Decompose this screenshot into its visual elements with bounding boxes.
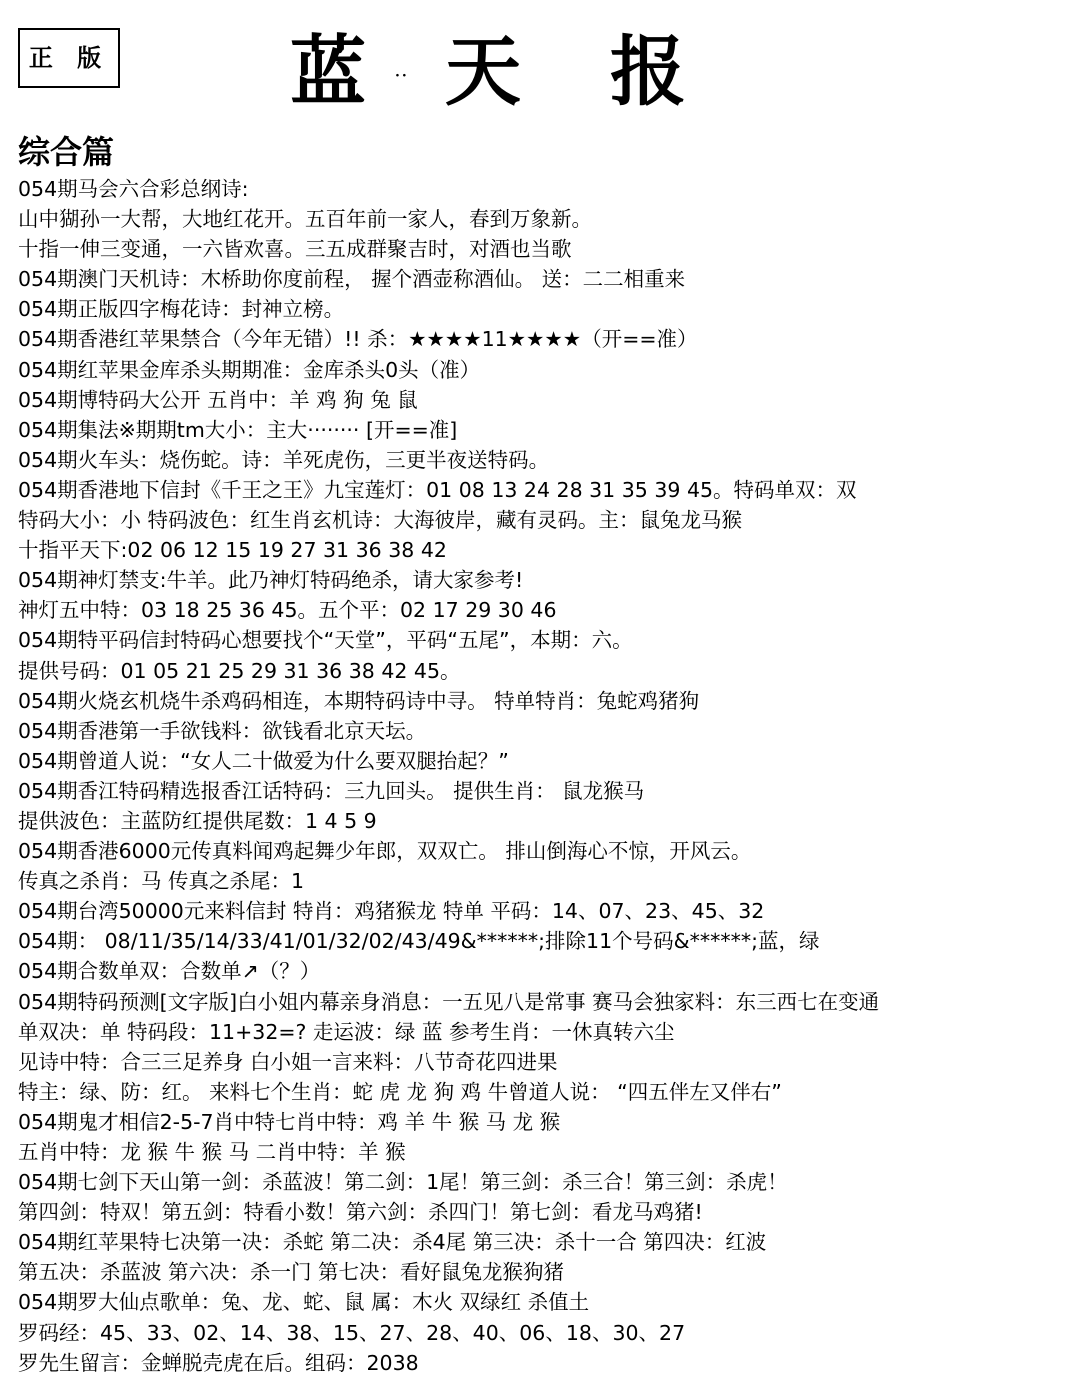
text-line: 单双决：单 特码段：11+32=? 走运波：绿 蓝 参考生肖：一休真转六尘 xyxy=(18,1019,675,1044)
text-line: 054期香港地下信封《千王之王》九宝莲灯：01 08 13 24 28 31 35 39 45。特码单双：双 xyxy=(18,477,857,502)
text-line: 054期香港第一手欲钱料：欲钱看北京天坛。 xyxy=(18,718,427,743)
text-line: 山中猢孙一大帮，大地红花开。五百年前一家人，春到万象新。 xyxy=(18,207,592,232)
genuine-edition-badge: 正 版 xyxy=(18,28,120,88)
text-line: 十指平天下:02 06 12 15 19 27 31 36 38 42 xyxy=(18,538,447,563)
text-line: 054期香港红苹果禁合（今年无错）!! 杀：★★★★11★★★★（开==准） xyxy=(18,327,698,352)
text-line: 提供波色：主蓝防红提供尾数：1 4 5 9 xyxy=(18,808,377,833)
text-line: 054期博特码大公开 五肖中：羊 鸡 狗 兔 鼠 xyxy=(18,387,418,412)
text-line: 特码大小：小 特码波色：红生肖玄机诗：大海彼岸，藏有灵码。主：鼠兔龙马猴 xyxy=(18,508,743,533)
text-line: 传真之杀肖：马 传真之杀尾：1 xyxy=(18,869,305,894)
text-line: 罗先生留言：金蝉脱壳虎在后。组码：2038 xyxy=(18,1350,419,1375)
text-line: 054期曾道人说：“女人二十做爱为什么要双腿抬起？” xyxy=(18,748,509,773)
text-line: 054期马会六合彩总纲诗: xyxy=(18,177,249,201)
text-line: 054期红苹果金库杀头期期准：金库杀头0头（准） xyxy=(18,357,481,382)
text-line: 罗码经：45、33、02、14、38、15、27、28、40、06、18、30、27 xyxy=(18,1320,686,1345)
masthead-dots: ·· xyxy=(395,68,409,84)
text-line: 054期台湾50000元来料信封 特肖：鸡猪猴龙 特单 平码：14、07、23、45、32 xyxy=(18,899,765,924)
text-line: 第四剑：特双！第五剑：特看小数！第六剑：杀四门！第七剑：看龙马鸡猪! xyxy=(18,1200,703,1225)
section-title: 综合篇 xyxy=(18,133,115,171)
text-line: 054期澳门天机诗：木桥助你度前程， 握个酒壶称酒仙。 送：二二相重来 xyxy=(18,267,686,292)
article-lines xyxy=(18,174,1068,1378)
text-line: 054期香江特码精选报香江话特码：三九回头。 提供生肖： 鼠龙猴马 xyxy=(18,778,645,803)
text-line: 054期火车头：烧伤蛇。诗：羊死虎伤，三更半夜送特码。 xyxy=(18,447,550,472)
text-line: 五肖中特：龙 猴 牛 猴 马 二肖中特：羊 猴 xyxy=(18,1140,406,1164)
masthead-char-2: 天 xyxy=(445,27,521,116)
text-line: 十指一伸三变通，一六皆欢喜。三五成群聚吉时，对酒也当歌 xyxy=(18,237,572,262)
text-line: 054期罗大仙点歌单：兔、龙、蛇、鼠 属：木火 双绿红 杀值土 xyxy=(18,1290,590,1315)
text-line: 神灯五中特：03 18 25 36 45。五个平：02 17 29 30 46 xyxy=(18,598,557,623)
text-line: 054期七剑下天山第一剑：杀蓝波！第二剑：1尾！第三剑：杀三合！第三剑：杀虎！ xyxy=(18,1170,788,1195)
text-line: 054期香港6000元传真料闻鸡起舞少年郎，双双亡。 排山倒海心不惊，开风云。 xyxy=(18,839,752,864)
text-line: 054期正版四字梅花诗：封神立榜。 xyxy=(18,297,345,322)
text-line: 见诗中特：合三三足养身 白小姐一言来料：八节奇花四进果 xyxy=(18,1049,558,1074)
masthead-char-1: 蓝 xyxy=(290,27,366,116)
text-line: 提供号码：01 05 21 25 29 31 36 38 42 45。 xyxy=(18,658,461,683)
text-line: 054期合数单双：合数单↗（？） xyxy=(18,959,321,984)
text-line: 特主：绿、防：红。 来料七个生肖：蛇 虎 龙 狗 鸡 牛曾道人说： “四五伴左又伴右” xyxy=(18,1079,782,1104)
text-line: 054期火烧玄机烧牛杀鸡码相连，本期特码诗中寻。 特单特肖：兔蛇鸡猪狗 xyxy=(18,688,700,713)
text-line: 054期集法※期期tm大小：主大········ [开==准] xyxy=(18,417,458,442)
text-line: 054期特平码信封特码心想要找个“天堂”，平码“五尾”，本期：六。 xyxy=(18,628,633,653)
text-line: 054期神灯禁支:牛羊。此乃神灯特码绝杀，请大家参考! xyxy=(18,568,524,593)
text-line: 054期红苹果特七决第一决：杀蛇 第二决：杀4尾 第三决：杀十一合 第四决：红波 xyxy=(18,1230,767,1255)
text-line: 第五决：杀蓝波 第六决：杀一门 第七决：看好鼠兔龙猴狗猪 xyxy=(18,1260,565,1285)
text-line: 054期： 08/11/35/14/33/41/01/32/02/43/49&******;排除11个号码&******;蓝，绿 xyxy=(18,929,820,954)
masthead-title xyxy=(280,22,720,122)
text-line: 054期特码预测[文字版]白小姐内幕亲身消息：一五见八是常事 赛马会独家料：东三西七在变通 xyxy=(18,989,880,1014)
text-line: 054期鬼才相信2-5-7肖中特七肖中特：鸡 羊 牛 猴 马 龙 猴 xyxy=(18,1109,561,1134)
masthead-char-3: 报 xyxy=(610,27,686,116)
